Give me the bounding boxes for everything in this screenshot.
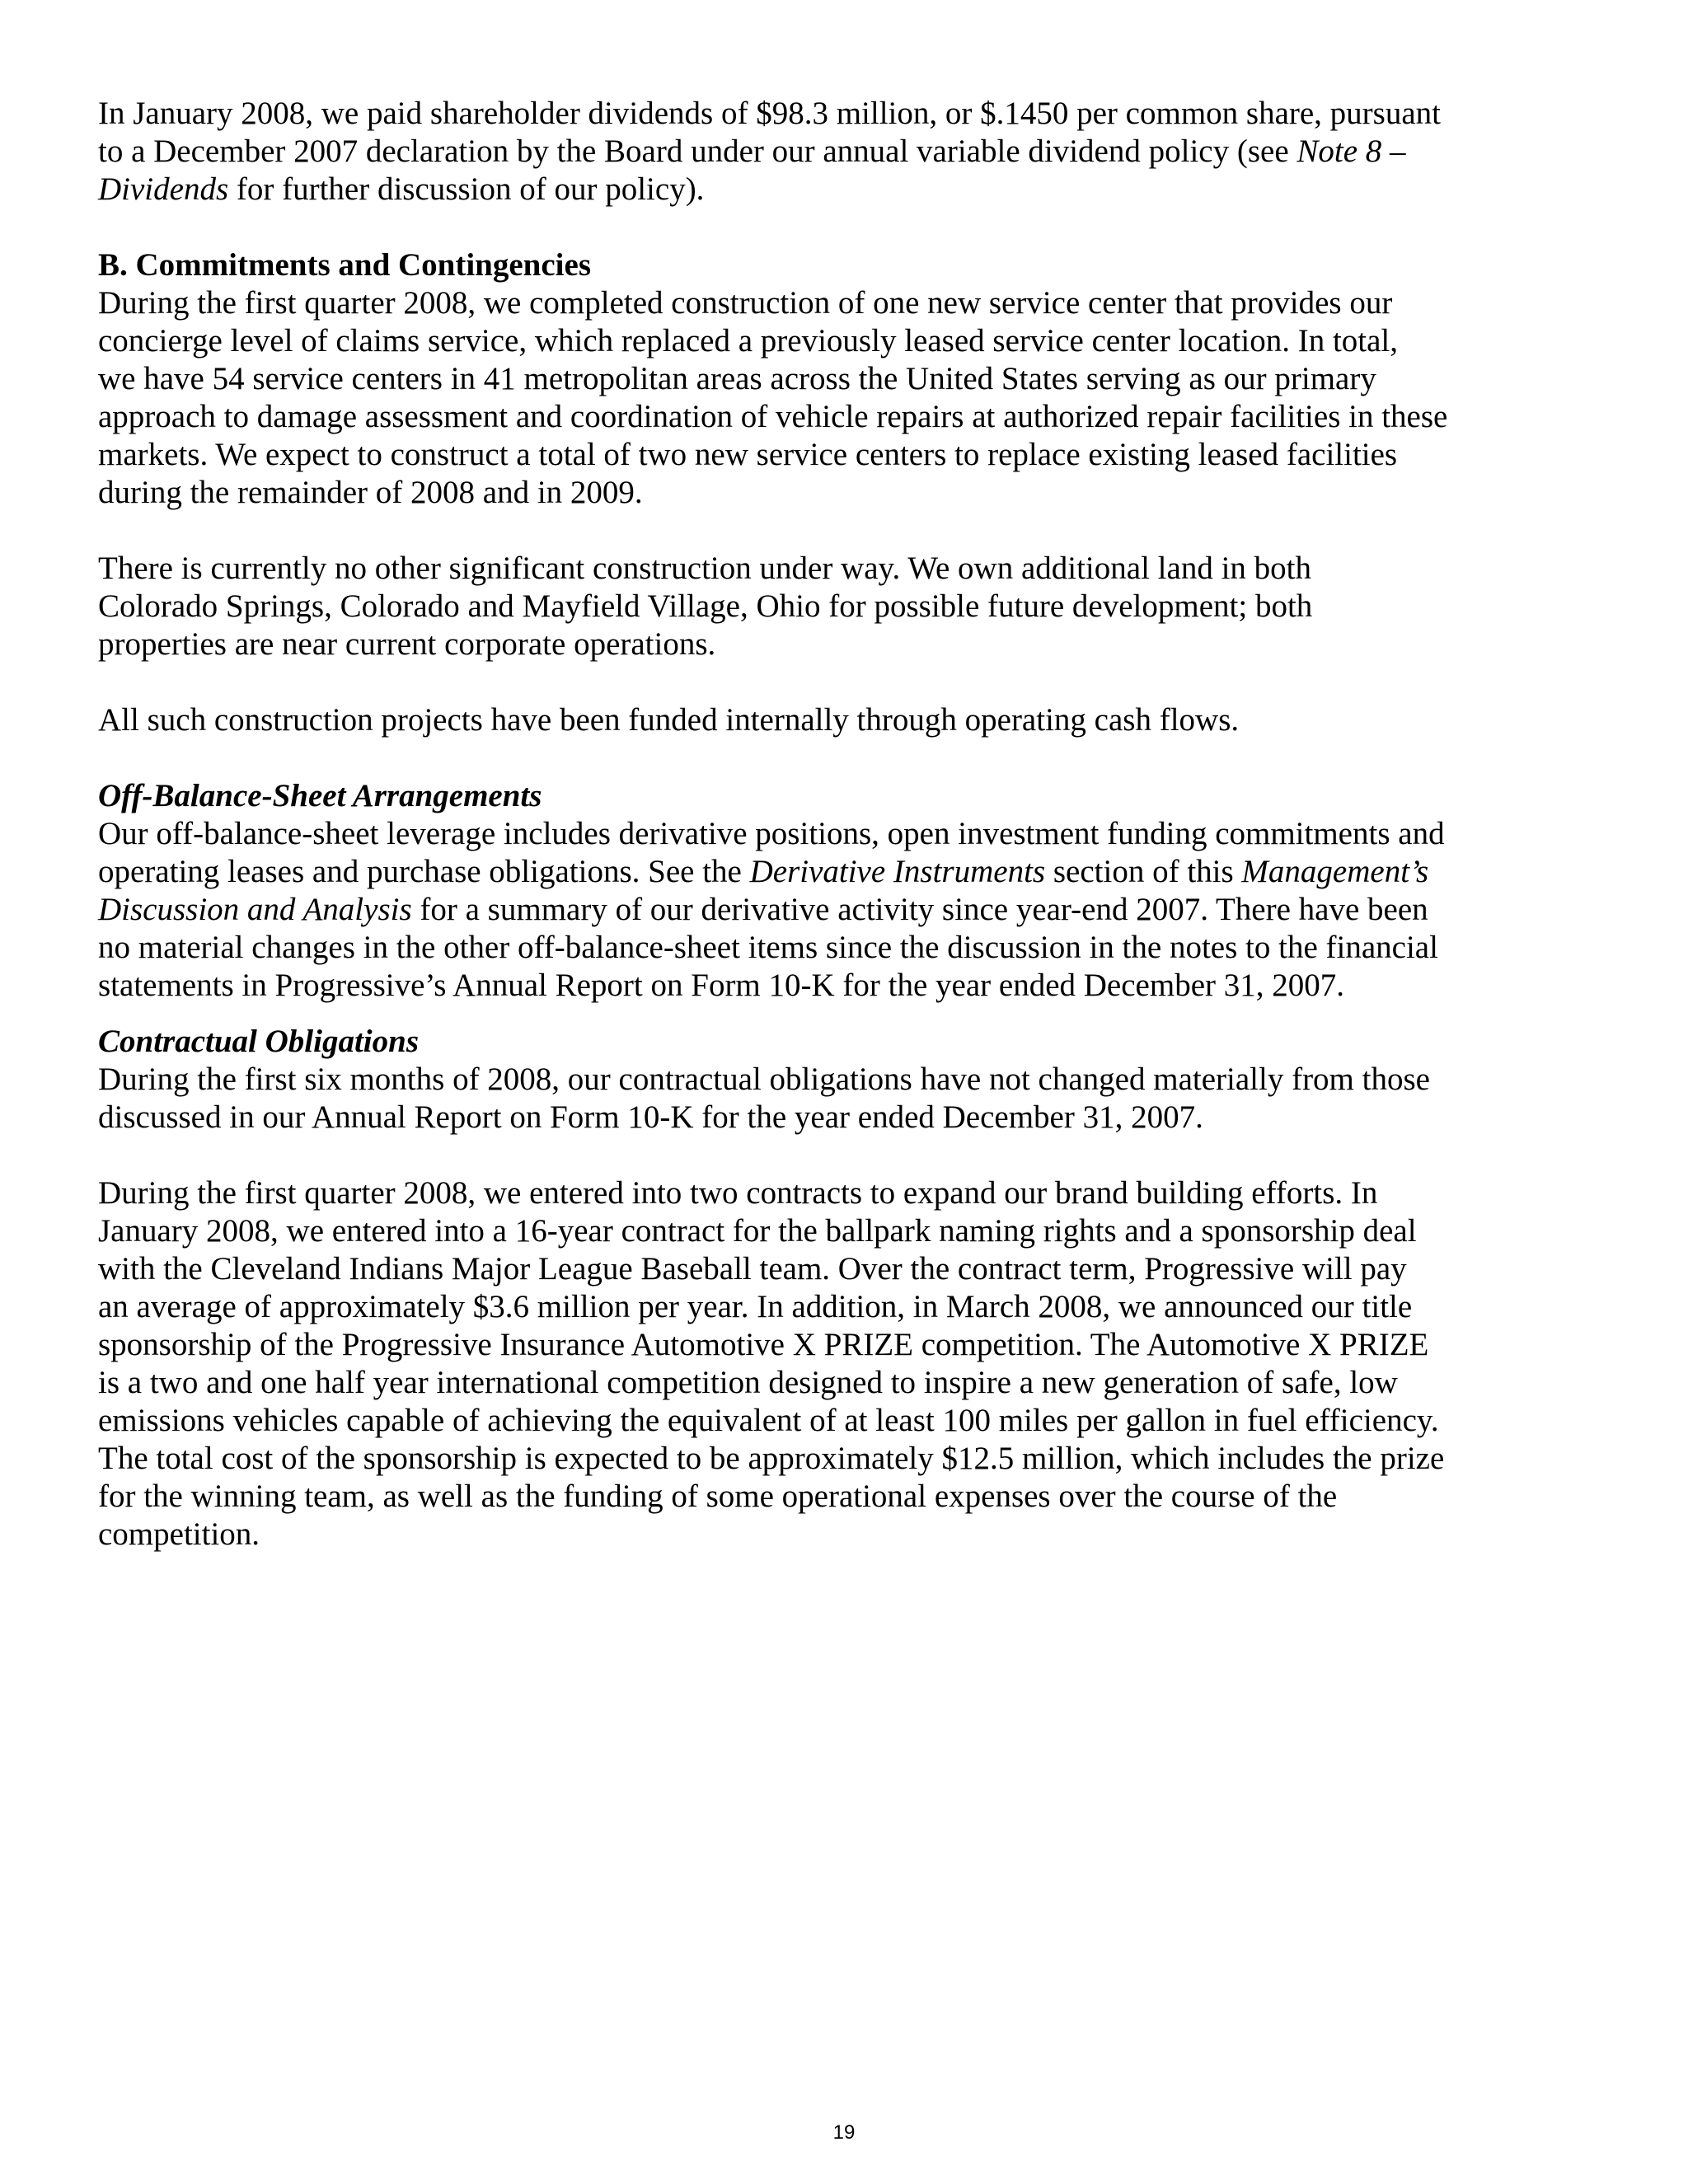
text-line: an average of approximately $3.6 million per year. In addition, in March 2008, we announced our title <box>98 1289 1413 1324</box>
commitments-section <box>98 246 1499 739</box>
text-line: discussed in our Annual Report on Form 10-K for the year ended December 31, 2007. <box>98 1099 1203 1135</box>
text-line: During the first quarter 2008, we completed construction of one new service center that provides our <box>98 285 1393 321</box>
text-line: is a two and one half year international competition designed to inspire a new generation of safe, low <box>98 1365 1398 1400</box>
text-line: with the Cleveland Indians Major League Baseball team. Over the contract term, Progressive will pay <box>98 1251 1407 1286</box>
text-line: for the winning team, as well as the funding of some operational expenses over the course of the <box>98 1479 1338 1514</box>
section-reference: Management’s <box>1241 854 1429 889</box>
text-line: During the first six months of 2008, our contractual obligations have not changed materially from those <box>98 1062 1430 1097</box>
text-run: to a December 2007 declaration by the Board under our annual variable dividend policy (see <box>98 134 1297 169</box>
section-reference: Discussion and Analysis <box>98 892 412 927</box>
text-line: In January 2008, we paid shareholder dividends of $98.3 million, or $.1450 per common share, pursuant <box>98 96 1441 131</box>
text-run: for further discussion of our policy). <box>228 171 705 207</box>
text-line: The total cost of the sponsorship is expected to be approximately $12.5 million, which includes the prize <box>98 1441 1445 1476</box>
paragraph <box>98 284 1499 512</box>
text-line: competition. <box>98 1516 260 1552</box>
intro-paragraph <box>98 95 1499 209</box>
page-number: 19 <box>832 2121 856 2144</box>
section-reference: Derivative Instruments <box>749 854 1046 889</box>
text-line: During the first quarter 2008, we entered into two contracts to expand our brand building efforts. In <box>98 1175 1378 1211</box>
text-line: January 2008, we entered into a 16-year contract for the ballpark naming rights and a sponsorship deal <box>98 1213 1417 1249</box>
off-balance-section <box>98 777 1499 1005</box>
text-line <box>98 171 1499 209</box>
paragraph <box>98 1061 1499 1137</box>
text-line: no material changes in the other off-balance-sheet items since the discussion in the notes to the financial <box>98 930 1438 965</box>
subsection-heading: Off-Balance-Sheet Arrangements <box>98 778 542 813</box>
document-page <box>98 95 1499 1554</box>
text-line: Colorado Springs, Colorado and Mayfield Village, Ohio for possible future development; both <box>98 588 1313 624</box>
note-reference: Dividends <box>98 171 229 207</box>
text-line: emissions vehicles capable of achieving the equivalent of at least 100 miles per gallon in fuel efficiency. <box>98 1403 1439 1438</box>
paragraph <box>98 1174 1499 1554</box>
text-line: Our off-balance-sheet leverage includes derivative positions, open investment funding commitments and <box>98 816 1445 851</box>
text-line: approach to damage assessment and coordination of vehicle repairs at authorized repair facilities in these <box>98 399 1448 434</box>
text-line: statements in Progressive’s Annual Report on Form 10-K for the year ended December 31, 2007. <box>98 968 1344 1003</box>
text-line: we have 54 service centers in 41 metropolitan areas across the United States serving as our primary <box>98 361 1376 396</box>
text-line: concierge level of claims service, which replaced a previously leased service center location. In total, <box>98 323 1399 359</box>
text-line: sponsorship of the Progressive Insurance Automotive X PRIZE competition. The Automotive X PRIZE <box>98 1327 1429 1362</box>
note-reference: Note 8 – <box>1296 134 1406 169</box>
text-run: operating leases and purchase obligations. See the <box>98 854 750 889</box>
text-line <box>98 853 1499 891</box>
section-heading: B. Commitments and Contingencies <box>98 247 592 283</box>
paragraph <box>98 550 1499 663</box>
text-line: markets. We expect to construct a total of two new service centers to replace existing leased facilities <box>98 437 1398 472</box>
text-run: section of this <box>1045 854 1242 889</box>
paragraph: All such construction projects have been funded internally through operating cash flows. <box>98 702 1240 738</box>
text-run: for a summary of our derivative activity since year-end 2007. There have been <box>411 892 1428 927</box>
text-line: There is currently no other significant construction under way. We own additional land in both <box>98 551 1311 586</box>
contractual-section <box>98 1023 1499 1554</box>
text-line <box>98 891 1499 929</box>
text-line <box>98 133 1499 171</box>
text-line: during the remainder of 2008 and in 2009. <box>98 475 643 510</box>
text-line: properties are near current corporate operations. <box>98 626 716 662</box>
subsection-heading: Contractual Obligations <box>98 1024 420 1059</box>
